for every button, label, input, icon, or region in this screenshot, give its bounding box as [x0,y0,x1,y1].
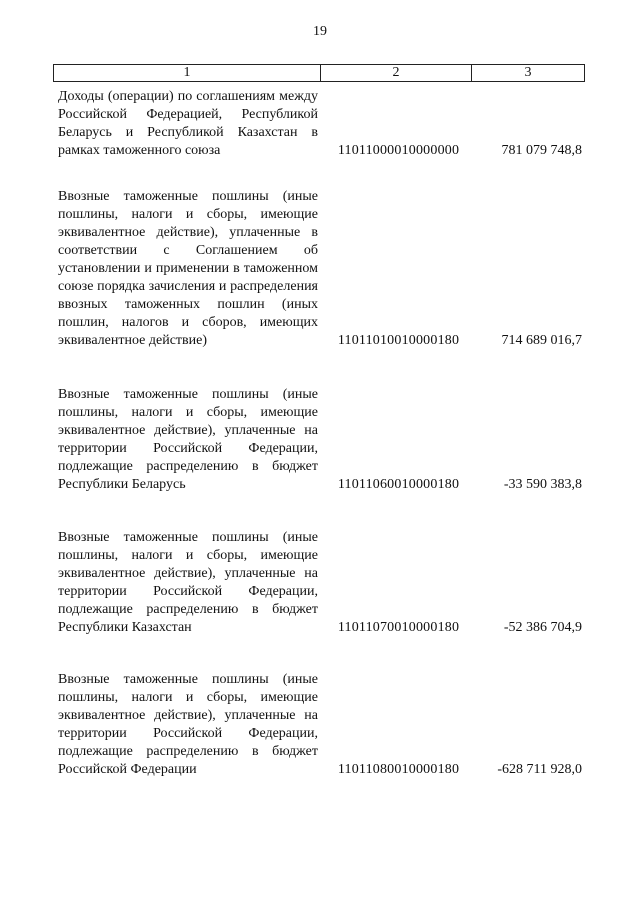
table-row [58,88,590,160]
row-amount: -628 711 928,0 [497,762,582,777]
row-description: Ввозные таможенные пошлины (иные пошлины, налоги и сборы, имеющие эквивалентное действие), уплаченные на территории Российской Федерации, подлежащие распределению в бюджет Республики Казахстан [58,530,318,635]
column-header-2: 2 [321,65,472,81]
row-description: Ввозные таможенные пошлины (иные пошлины, налоги и сборы, имеющие эквивалентное действие), уплаченные на территории Российской Федерации, подлежащие распределению в бюджет Республики Беларусь [58,387,318,492]
column-header-3: 3 [524,65,532,80]
page-number: 19 [313,24,327,39]
row-code: 11011080010000180 [337,762,460,777]
column-header-1: 1 [54,65,321,81]
table-row [58,671,590,779]
row-amount: -33 590 383,8 [503,477,582,492]
row-amount: 714 689 016,7 [501,333,582,348]
row-description: Ввозные таможенные пошлины (иные пошлины, налоги и сборы, имеющие эквивалентное действие), уплаченные на территории Российской Федерации, подлежащие распределению в бюджет Российской Федерации [58,672,318,777]
row-code: 11011000010000000 [337,143,460,158]
row-code: 11011070010000180 [337,620,460,635]
table-row [58,529,590,637]
row-code: 11011010010000180 [337,333,460,348]
row-description: Ввозные таможенные пошлины (иные пошлины, налоги и сборы, имеющие эквивалентное действие), уплаченные в соответствии с Соглашением об установлении и применении в таможенном союзе порядка зачисления и распределения ввозных таможенных пошлин (иных пошлин, налогов и сборов, имеющих эквивалентное действие) [58,189,318,348]
row-code: 11011060010000180 [337,477,460,492]
row-amount: 781 079 748,8 [501,143,582,158]
table-header [53,64,585,82]
row-description: Доходы (операции) по соглашениям между Российской Федерацией, Республикой Беларусь и Республикой Казахстан в рамках таможенного союза [58,89,318,158]
row-amount: -52 386 704,9 [503,620,582,635]
table-row [58,188,590,350]
table-row [58,386,590,494]
